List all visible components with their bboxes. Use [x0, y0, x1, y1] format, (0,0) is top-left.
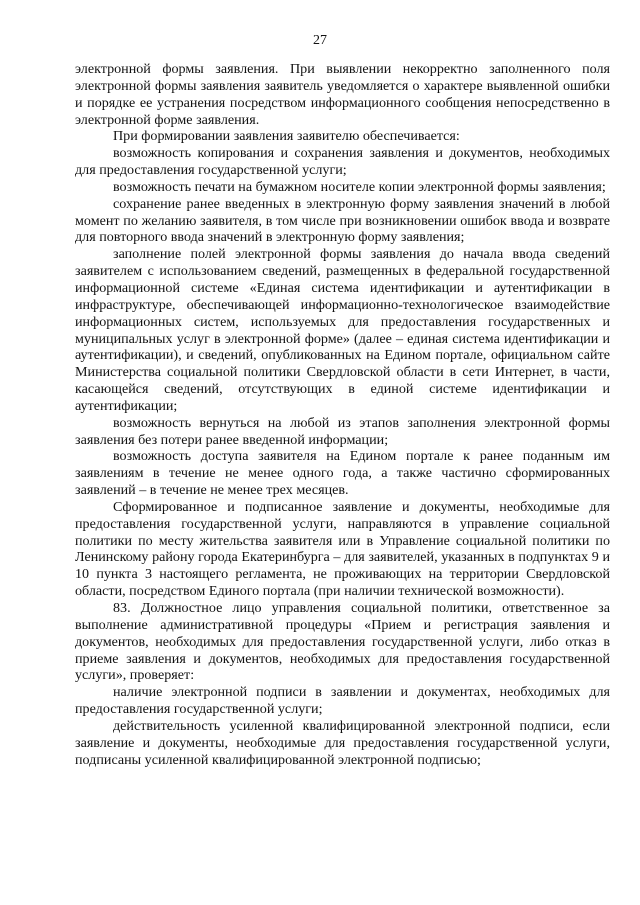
paragraph-list-item: наличие электронной подписи в заявлении и документах, необходимых для предоставления государственной услуги; [75, 684, 610, 718]
paragraph-list-item: возможность доступа заявителя на Едином портале к ранее поданным им заявлениям в течение не менее одного года, а также частично сформированных заявлений – в течение не менее трех месяцев. [75, 448, 610, 499]
page-number: 27 [313, 33, 327, 48]
paragraph-list-item: действительность усиленной квалифицированной электронной подписи, если заявление и документы, необходимые для предоставления государственной услуги, подписаны усиленной квалифицированной электронной подписью; [75, 717, 610, 768]
paragraph-list-item: возможность копирования и сохранения заявления и документов, необходимых для предоставления государственной услуги; [75, 145, 610, 179]
paragraph-clause-83: 83. Должностное лицо управления социальной политики, ответственное за выполнение административной процедуры «Прием и регистрация заявления и документов, необходимых для предоставления государственной услуги, либо отказ в приеме заявления и документов, необходимых для предоставления государственной услуги», проверяет: [75, 600, 610, 684]
paragraph-list-item: заполнение полей электронной формы заявления до начала ввода сведений заявителем с использованием сведений, размещенных в федеральной государственной информационной системе «Единая система идентификации и аутентификации в инфраструктуре, обеспечивающей информационно-технологическое взаимодействие информационных систем, используемых для предоставления государственных и муниципальных услуг в электронной форме» (далее – единая система идентификации и аутентификации), и сведений, опубликованных на Едином портале, официальном сайте Министерства социальной политики Свердловской области в сети Интернет, в части, касающейся сведений, отсутствующих в единой системе идентификации и аутентификации; [75, 246, 610, 414]
paragraph-list-item: сохранение ранее введенных в электронную форму заявления значений в любой момент по желанию заявителя, в том числе при возникновении ошибок ввода и возврате для повторного ввода значений в электронную форму заявления; [75, 195, 610, 246]
page-body [75, 61, 610, 768]
paragraph: Сформированное и подписанное заявление и документы, необходимые для предоставления государственной услуги, направляются в управление социальной политики по месту жительства заявителя или в Управление социальной политики по Ленинскому району города Екатеринбурга – для заявителей, указанных в подпунктах 9 и 10 пункта 3 настоящего регламента, не проживающих на территории Свердловской области, посредством Единого портала (при наличии технической возможности). [75, 498, 610, 600]
paragraph-list-item: возможность вернуться на любой из этапов заполнения электронной формы заявления без потери ранее введенной информации; [75, 414, 610, 448]
paragraph-intro-list: При формировании заявления заявителю обеспечивается: [113, 128, 460, 145]
paragraph-continuation: электронной формы заявления. При выявлении некорректно заполненного поля электронной формы заявления заявитель уведомляется о характере выявленной ошибки и порядке ее устранения посредством информационного сообщения непосредственно в электронной форме заявления. [75, 61, 610, 128]
paragraph-list-item: возможность печати на бумажном носителе копии электронной формы заявления; [113, 178, 606, 195]
